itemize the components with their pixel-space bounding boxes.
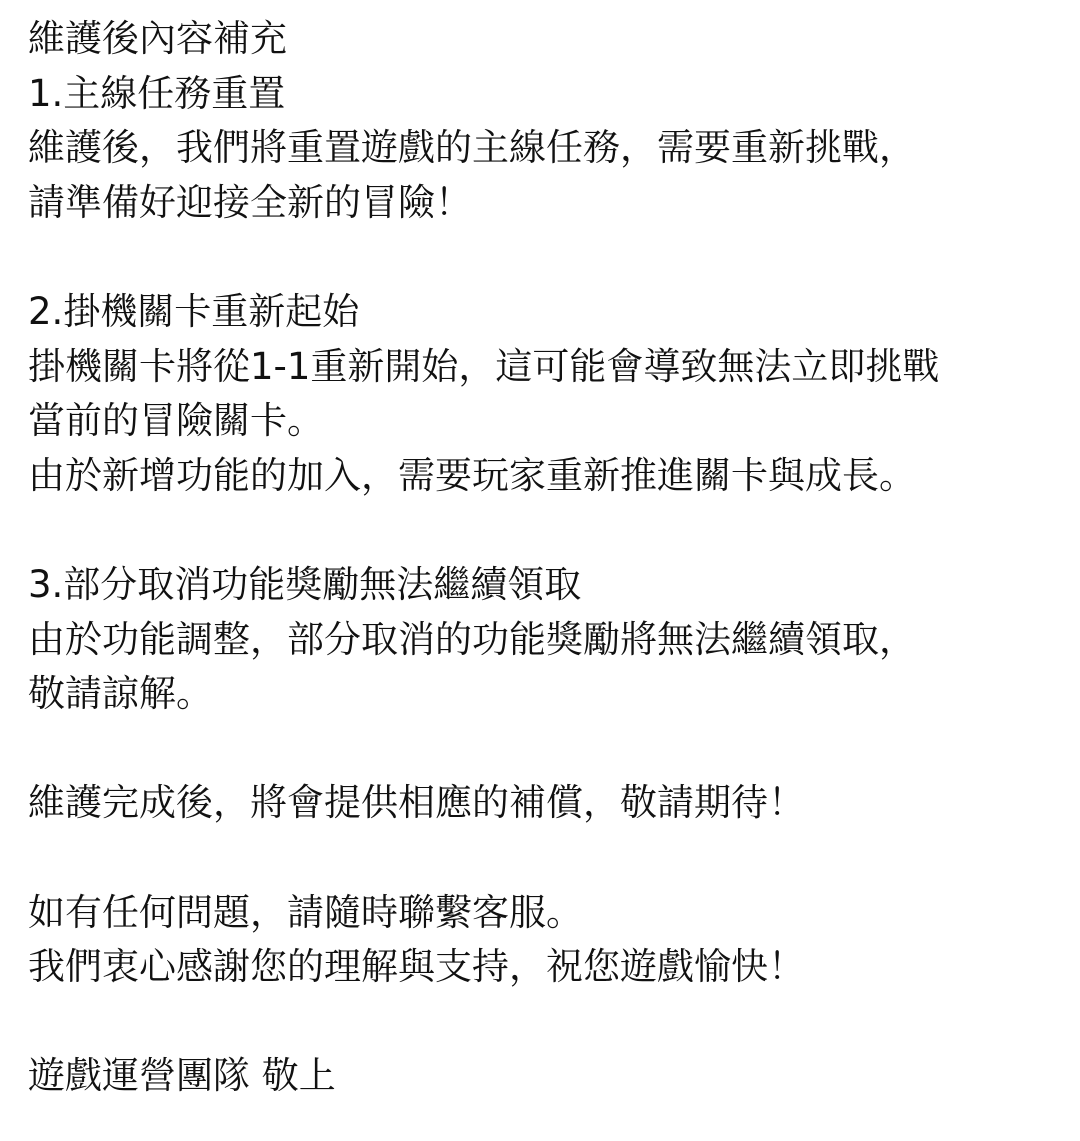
- spacer: [28, 230, 1068, 285]
- section-1-line: 維護後，我們將重置遊戲的主線任務，需要重新挑戰，: [28, 126, 916, 170]
- spacer: [28, 995, 1068, 1050]
- signature: 遊戲運營團隊 敬上: [28, 1054, 336, 1098]
- section-2-heading: 2.掛機關卡重新起始: [28, 289, 360, 333]
- post-title: 維護後內容補充: [28, 17, 287, 60]
- section-1-line: 請準備好迎接全新的冒險！: [28, 180, 472, 224]
- compensation-notice: 維護完成後，將會提供相應的補償，敬請期待！: [28, 781, 805, 825]
- section-1-heading: 1.主線任務重置: [28, 71, 286, 115]
- closing-line: 如有任何問題，請隨時聯繫客服。: [28, 890, 583, 934]
- section-2-line: 當前的冒險關卡。: [28, 399, 324, 443]
- section-3-heading: 3.部分取消功能獎勵無法繼續領取: [28, 562, 582, 606]
- section-2-line: 由於新增功能的加入，需要玩家重新推進關卡與成長。: [28, 453, 916, 497]
- closing-line: 我們衷心感謝您的理解與支持，祝您遊戲愉快！: [28, 945, 805, 989]
- section-2-line: 掛機關卡將從1-1重新開始，這可能會導致無法立即挑戰: [28, 344, 940, 388]
- spacer: [28, 722, 1068, 777]
- section-3-line: 敬請諒解。: [28, 672, 213, 716]
- post-body: [28, 12, 1068, 1104]
- spacer: [28, 831, 1068, 886]
- section-3-line: 由於功能調整，部分取消的功能獎勵將無法繼續領取，: [28, 617, 916, 661]
- spacer: [28, 503, 1068, 558]
